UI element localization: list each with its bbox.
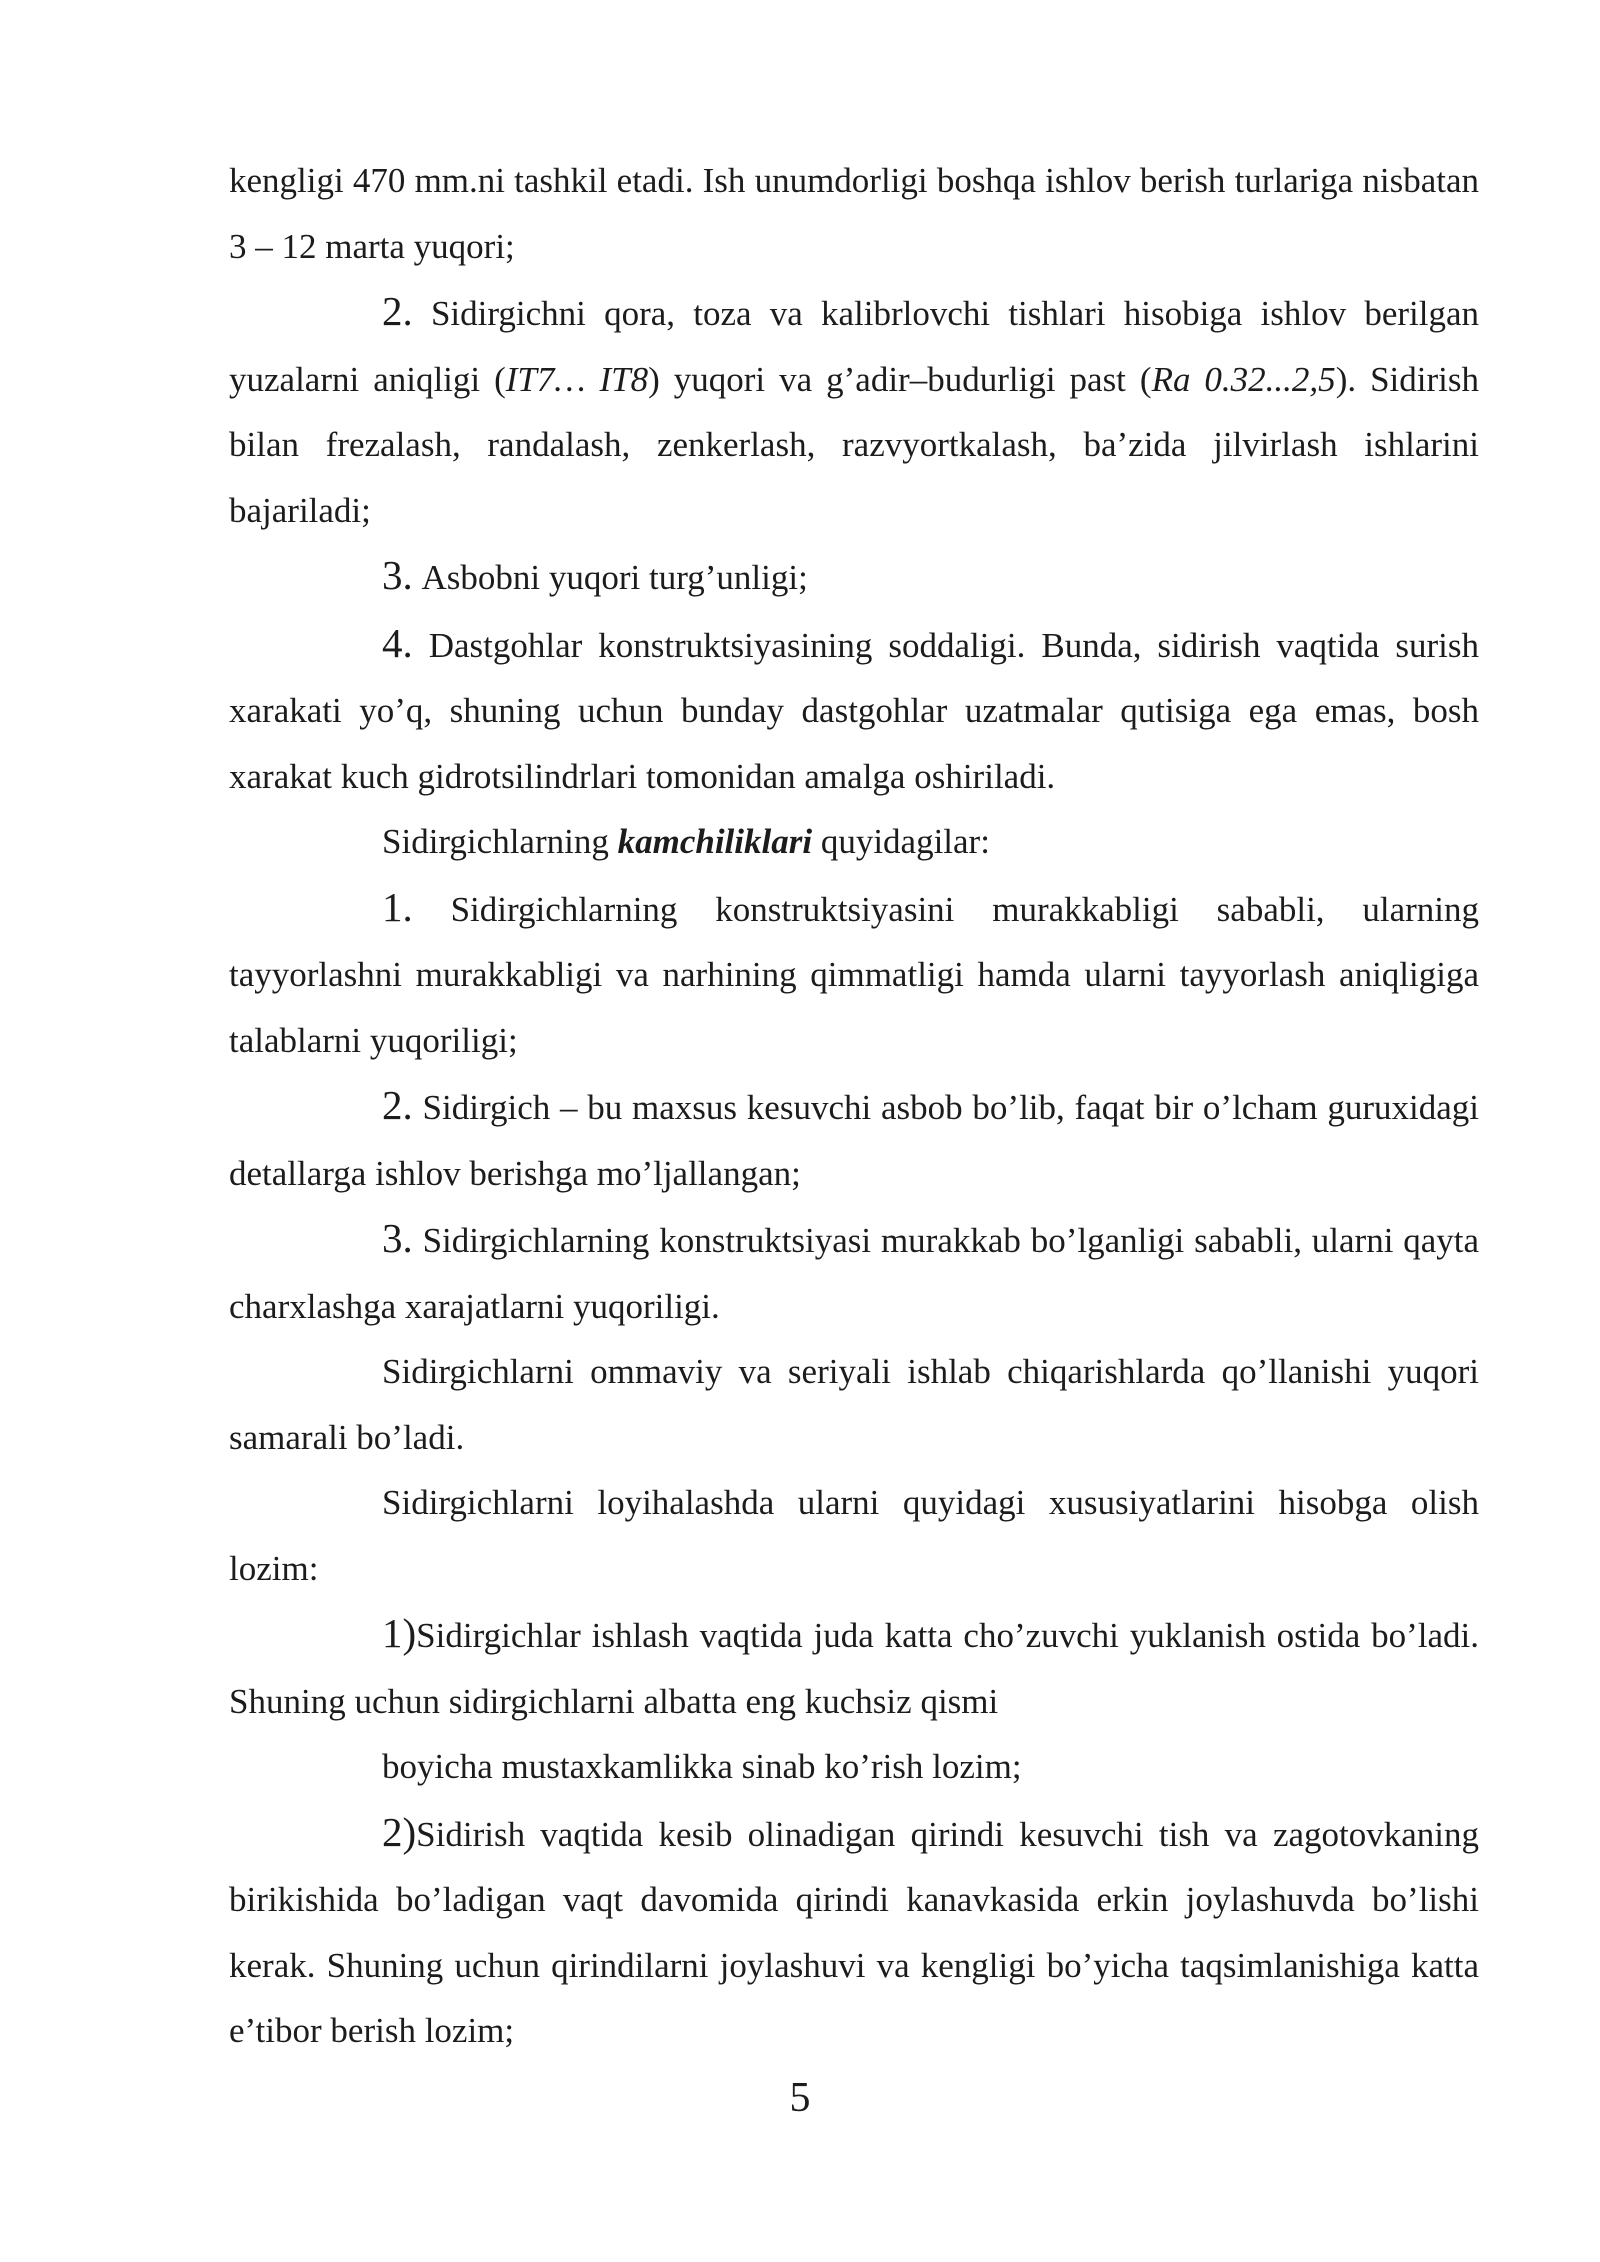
list-number: 1. — [382, 883, 413, 930]
list-item-disadvantage-2 — [229, 1073, 1479, 1206]
document-page — [229, 148, 1479, 2064]
italic-accuracy-class: IT7… IT8 — [505, 359, 649, 399]
bold-italic-term: kamchiliklari — [617, 822, 813, 861]
paragraph-text: ). Sidirish bilan frezalash, randalash, zenkerlash, razvyortkalash, ba’zida jilvirlash ishlarini bajariladi; — [229, 359, 1479, 530]
list-number: 2. — [382, 1082, 413, 1128]
paragraph-text: Asbobni yuqori turg’unligi; — [421, 558, 808, 597]
paragraph-design-intro: Sidirgichlarni loyihalashda ularni quyidagi xususiyatlarini hisobga olish lozim: — [229, 1483, 1479, 1588]
paragraph-text: Sidirgichni qora, toza va kalibrlovchi tishlari hisobiga ishlov berilgan yuzalarni aniqligi ( — [229, 294, 1479, 399]
list-item-design-2 — [229, 1800, 1479, 2064]
paragraph-text: Sidirgichlarning konstruktsiyasi murakkab bo’lganligi sababli, ularni qayta charxlashga xarajatlarni yuqoriligi. — [229, 1221, 1480, 1326]
disadvantages-heading — [229, 809, 1479, 875]
list-number: 3. — [382, 1215, 413, 1261]
paragraph-usage: Sidirgichlarni ommaviy va seriyali ishlab chiqarishlarda qo’llanishi yuqori samarali bo’ladi. — [229, 1352, 1479, 1457]
list-number: 2) — [382, 1808, 417, 1855]
paragraph-text: Sidirgich – bu maxsus kesuvchi asbob bo’lib, faqat bir o’lcham guruxidagi detallarga ishlov berishga mo’ljallangan; — [229, 1088, 1480, 1193]
list-number: 1) — [382, 1610, 417, 1656]
list-number: 2. — [382, 288, 413, 334]
paragraph-continuation: kengligi 470 mm.ni tashkil etadi. Ish unumdorligi boshqa ishlov berish turlariga nisbatan 3 – 12 marta yuqori; — [229, 161, 1479, 266]
paragraph-text: Dastgohlar konstruktsiyasining soddaligi. Bunda, sidirish vaqtida surish xarakati yo’q, shuning uchun bunday dastgohlar uzatmalar qutisiga ega emas, bosh xarakat kuch gidrotsilindrlari tomonidan amalga oshiriladi. — [229, 625, 1480, 796]
list-item-disadvantage-1 — [229, 875, 1479, 1074]
paragraph-text: Sidirish vaqtida kesib olinadigan qirindi kesuvchi tish va zagotovkaning birikishida bo’ladigan vaqt davomida qirindi kanavkasida erkin joylashuvda bo’lishi kerak. Shuning uchun qirindilarni joylashuvi va kengligi bo’yicha taqsimlanishiga katta e’tibor berish lozim; — [229, 1814, 1479, 2050]
list-item-disadvantage-3 — [229, 1206, 1479, 1339]
paragraph-text: Sidirgichlarning konstruktsiyasini murakkabligi sababli, ularning tayyorlashni murakkabligi va narhining qimmatligi hamda ularni tayyorlash aniqligiga talablarni yuqoriligi; — [229, 889, 1480, 1060]
list-number: 4. — [382, 619, 413, 666]
list-item-advantage-2 — [229, 279, 1479, 543]
italic-roughness-value: Ra 0.32...2,5 — [1151, 359, 1336, 399]
list-item-advantage-4 — [229, 611, 1479, 810]
list-item-design-1-continuation: boyicha mustaxkamlikka sinab ko’rish lozim; — [382, 1747, 1022, 1786]
list-item-advantage-3 — [229, 543, 1479, 611]
page-number: 5 — [789, 2075, 811, 2121]
paragraph-text: Sidirgichlarning — [382, 822, 618, 861]
list-number: 3. — [382, 552, 413, 598]
list-item-design-1 — [229, 1601, 1479, 1734]
paragraph-text: Sidirgichlar ishlash vaqtida juda katta cho’zuvchi yuklanish ostida bo’ladi. Shuning uchun sidirgichlarni albatta eng kuchsiz qismi — [229, 1616, 1479, 1721]
paragraph-text: ) yuqori va g’adir–budurligi past ( — [648, 359, 1152, 399]
paragraph-text: quyidagilar: — [812, 822, 990, 861]
